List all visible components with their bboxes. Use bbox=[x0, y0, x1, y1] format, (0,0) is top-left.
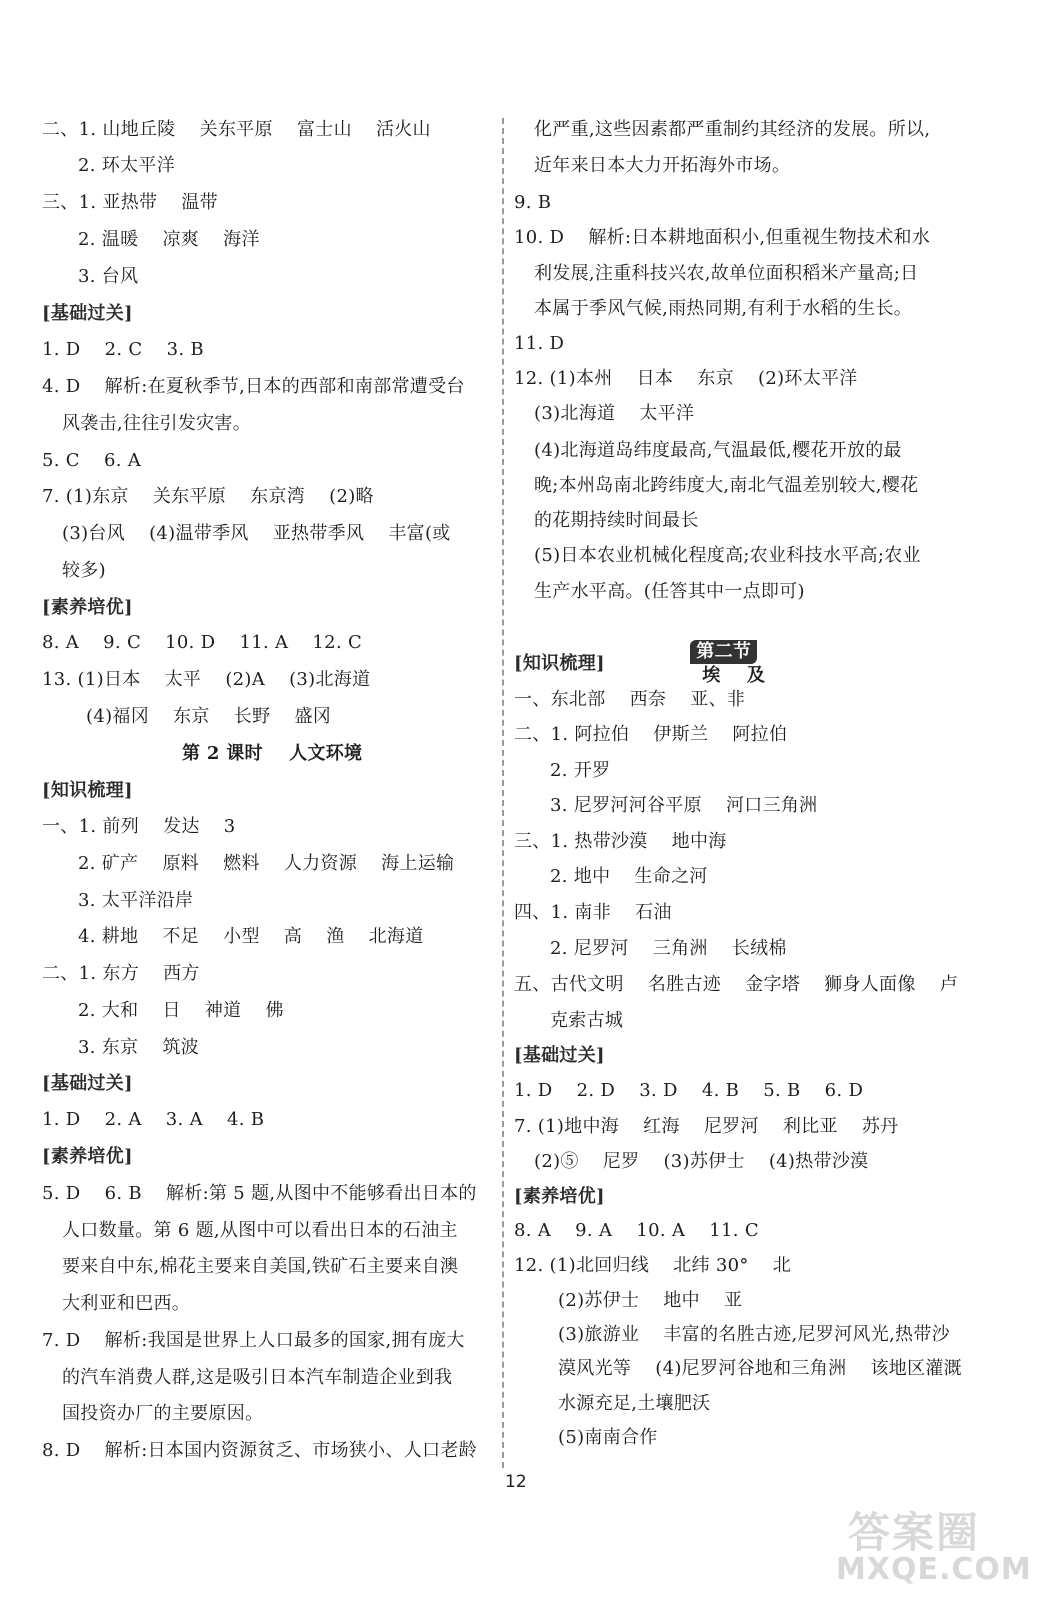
section-badge: 第二节 bbox=[690, 640, 757, 664]
answer-line: (5)日本农业机械化程度高;农业科技水平高;农业 bbox=[534, 545, 921, 566]
answer-line: 11. D bbox=[514, 333, 565, 354]
answer-line: 国投资办厂的主要原因。 bbox=[62, 1403, 264, 1424]
section-label: [ 基础过关 ] bbox=[514, 1044, 605, 1068]
answer-line: 12. (1)北回归线 北纬 30° 北 bbox=[514, 1255, 792, 1276]
answer-line: 二、1. 山地丘陵 关东平原 富士山 活火山 bbox=[42, 119, 431, 140]
answer-line: 近年来日本大力开拓海外市场。 bbox=[534, 155, 791, 176]
watermark bbox=[836, 1500, 1032, 1590]
answer-line: 3. 台风 bbox=[78, 266, 139, 287]
answer-line: 要来自中东,棉花主要来自美国,铁矿石主要来自澳 bbox=[62, 1256, 459, 1277]
section-label: [ 素养培优 ] bbox=[42, 596, 133, 620]
section-label: [ 素养培优 ] bbox=[42, 1145, 133, 1169]
watermark-logo: 答案圈 bbox=[848, 1508, 981, 1557]
answer-line: 2. 开罗 bbox=[550, 760, 611, 781]
answer-line: 三、1. 亚热带 温带 bbox=[42, 192, 218, 213]
answer-line: 7. (1)东京 关东平原 东京湾 (2)略 bbox=[42, 486, 374, 507]
watermark-url: MXQE.COM bbox=[836, 1552, 1032, 1587]
answer-line: 晚;本州岛南北跨纬度大,南北气温差别较大,樱花 bbox=[534, 475, 919, 496]
answer-line: (3)旅游业 丰富的名胜古迹,尼罗河风光,热带沙 bbox=[558, 1324, 950, 1345]
answer-line: 3. 尼罗河河谷平原 河口三角洲 bbox=[550, 795, 818, 816]
answer-line: 1. D 2. A 3. A 4. B bbox=[42, 1109, 265, 1130]
answer-line: (2)⑤ 尼罗 (3)苏伊士 (4)热带沙漠 bbox=[534, 1151, 869, 1172]
answer-line: 10. D 解析:日本耕地面积小,但重视生物技术和水 bbox=[514, 227, 931, 248]
answer-line: 4. 耕地 不足 小型 高 渔 北海道 bbox=[78, 926, 424, 947]
answer-line: (5)南南合作 bbox=[558, 1427, 658, 1448]
answer-line: 13. (1)日本 太平 (2)A (3)北海道 bbox=[42, 669, 371, 690]
answer-line: 三、1. 热带沙漠 地中海 bbox=[514, 831, 727, 852]
section-label: [ 基础过关 ] bbox=[42, 302, 133, 326]
answer-line: 的汽车消费人群,这是吸引日本汽车制造企业到我 bbox=[62, 1367, 453, 1388]
answer-line: 克索古城 bbox=[550, 1010, 624, 1031]
answer-line: 2. 尼罗河 三角洲 长绒棉 bbox=[550, 938, 787, 959]
answer-line: 8. A 9. A 10. A 11. C bbox=[514, 1220, 759, 1241]
answer-line: 3. 太平洋沿岸 bbox=[78, 890, 194, 911]
answer-line: 一、东北部 西奈 亚、非 bbox=[514, 689, 746, 710]
answer-line: 较多) bbox=[62, 560, 106, 581]
answer-line: 2. 矿产 原料 燃料 人力资源 海上运输 bbox=[78, 853, 455, 874]
answer-line: 风袭击,往往引发灾害。 bbox=[62, 413, 252, 434]
answer-line: (4)福冈 东京 长野 盛冈 bbox=[86, 706, 332, 727]
answer-line: 5. C 6. A bbox=[42, 450, 142, 471]
answer-line: 的花期持续时间最长 bbox=[534, 510, 699, 531]
answer-line: 2. 环太平洋 bbox=[78, 155, 175, 176]
answer-line: 五、古代文明 名胜古迹 金字塔 狮身人面像 卢 bbox=[514, 974, 959, 995]
answer-line: 二、1. 阿拉伯 伊斯兰 阿拉伯 bbox=[514, 724, 788, 745]
answer-line: 利发展,注重科技兴农,故单位面积稻米产量高;日 bbox=[534, 263, 919, 284]
answer-line: (3)台风 (4)温带季风 亚热带季风 丰富(或 bbox=[62, 523, 451, 544]
answer-line: 本属于季风气候,雨热同期,有利于水稻的生长。 bbox=[534, 298, 913, 319]
answer-line: 2. 地中 生命之河 bbox=[550, 866, 708, 887]
answer-line: 四、1. 南非 石油 bbox=[514, 902, 672, 923]
section-label: [ 基础过关 ] bbox=[42, 1072, 133, 1096]
answer-line: 8. A 9. C 10. D 11. A 12. C bbox=[42, 632, 363, 653]
answer-line: 2. 温暖 凉爽 海洋 bbox=[78, 229, 260, 250]
answer-line: 12. (1)本州 日本 东京 (2)环太平洋 bbox=[514, 368, 858, 389]
answer-line: 生产水平高。(任答其中一点即可) bbox=[534, 581, 805, 602]
answer-line: 9. B bbox=[514, 192, 552, 213]
answer-line: 人口数量。第 6 题,从图中可以看出日本的石油主 bbox=[62, 1220, 458, 1241]
answer-line: 7. (1)地中海 红海 尼罗河 利比亚 苏丹 bbox=[514, 1116, 899, 1137]
section-label: [ 素养培优 ] bbox=[514, 1185, 605, 1209]
answer-line: 7. D 解析:我国是世界上人口最多的国家,拥有庞大 bbox=[42, 1330, 465, 1351]
answer-line: 一、1. 前列 发达 3 bbox=[42, 816, 236, 837]
section-label: [ 知识梳理 ] bbox=[42, 779, 133, 803]
answer-line: 化严重,这些因素都严重制约其经济的发展。所以, bbox=[534, 119, 931, 140]
answer-line: 8. D 解析:日本国内资源贫乏、市场狭小、人口老龄 bbox=[42, 1440, 477, 1461]
answer-line: 4. D 解析:在夏秋季节,日本的西部和南部常遭受台 bbox=[42, 376, 465, 397]
answer-line: 1. D 2. D 3. D 4. B 5. B 6. D bbox=[514, 1080, 864, 1101]
answer-line: 大利亚和巴西。 bbox=[62, 1293, 191, 1314]
answer-line: 5. D 6. B 解析:第 5 题,从图中不能够看出日本的 bbox=[42, 1183, 477, 1204]
section-label: [ 知识梳理 ] bbox=[514, 652, 605, 676]
answer-line: 漠风光等 (4)尼罗河谷地和三角洲 该地区灌溉 bbox=[558, 1358, 962, 1379]
answer-line: (2)苏伊士 地中 亚 bbox=[558, 1290, 743, 1311]
lesson-heading: 第 2 课时 人文环境 bbox=[182, 743, 363, 764]
column-divider bbox=[502, 118, 504, 1468]
answer-line: (3)北海道 太平洋 bbox=[534, 403, 695, 424]
answer-line: 3. 东京 筑波 bbox=[78, 1037, 200, 1058]
page-number: 12 bbox=[505, 1472, 527, 1492]
answer-line: 1. D 2. C 3. B bbox=[42, 339, 204, 360]
answer-line: 水源充足,土壤肥沃 bbox=[558, 1393, 711, 1414]
section-title: 埃 及 bbox=[702, 665, 766, 686]
answer-line: 二、1. 东方 西方 bbox=[42, 963, 200, 984]
answer-line: 2. 大和 日 神道 佛 bbox=[78, 1000, 284, 1021]
answer-line: (4)北海道岛纬度最高,气温最低,樱花开放的最 bbox=[534, 440, 902, 461]
